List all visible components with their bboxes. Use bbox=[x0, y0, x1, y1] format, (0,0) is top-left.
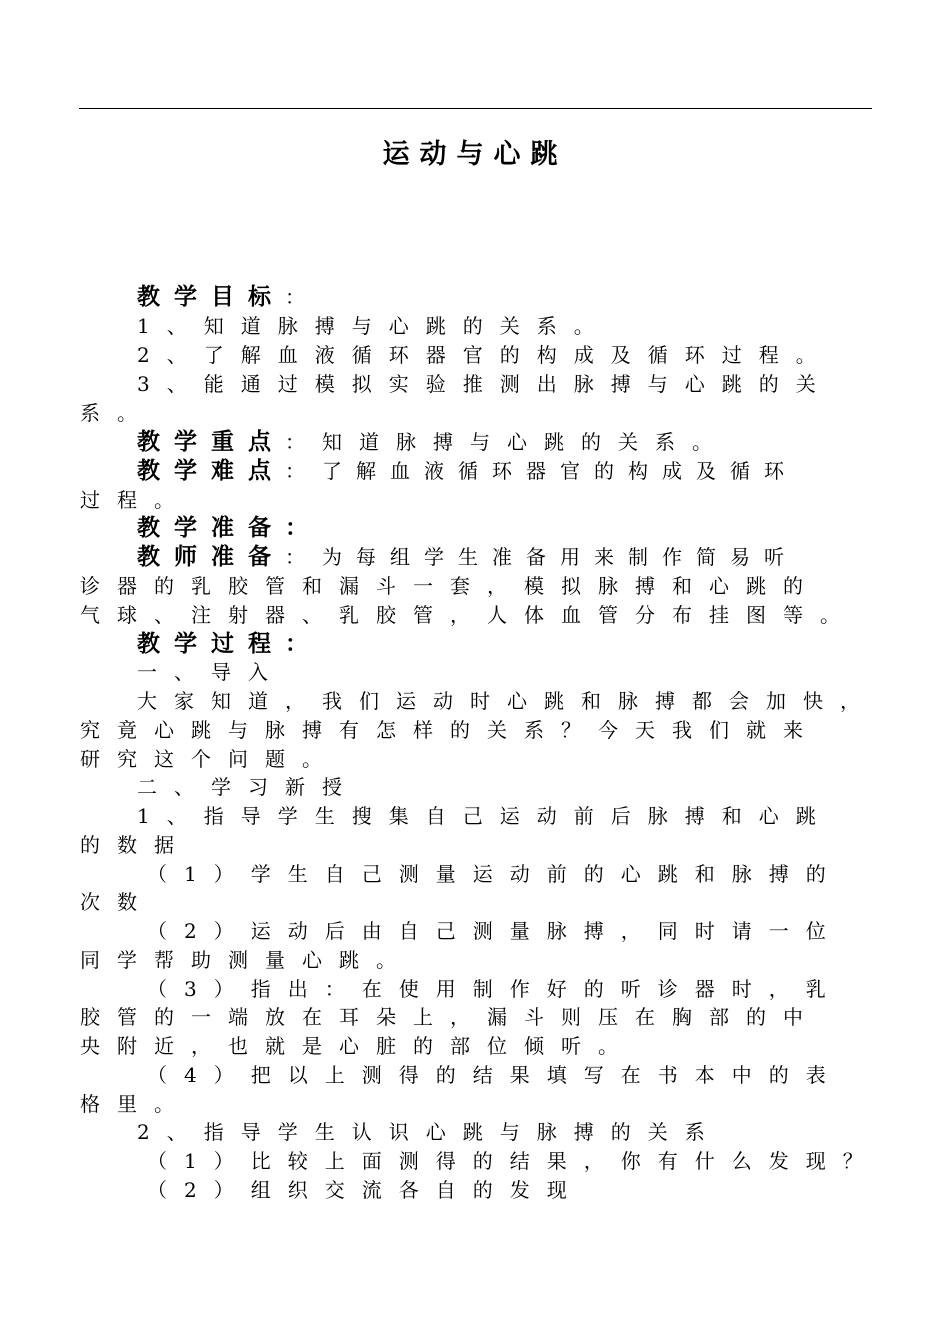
process-line: （1）学生自己测量运动前的心跳和脉搏的 bbox=[147, 862, 843, 886]
objective-2: 2、了解血液循环器官的构成及循环过程。 bbox=[137, 343, 833, 367]
process-line: （2）运动后由自己测量脉搏，同时请一位 bbox=[147, 919, 843, 943]
process-line: 格里。 bbox=[80, 1092, 191, 1116]
preparation-heading: 教学准备： bbox=[137, 515, 322, 541]
difficulty-text: 了解血液循环器官的构成及循环 bbox=[322, 459, 798, 483]
preparation-line bbox=[137, 514, 937, 542]
key-point-colon: ： bbox=[285, 430, 322, 454]
process-heading-line bbox=[137, 630, 937, 658]
difficulty-line bbox=[137, 457, 937, 485]
process-heading: 教学过程： bbox=[137, 631, 322, 657]
process-line: 2、指导学生认识心跳与脉搏的关系 bbox=[137, 1120, 722, 1144]
process-line: 1、指导学生搜集自己运动前后脉搏和心跳 bbox=[137, 804, 833, 828]
objective-3-cont: 系。 bbox=[80, 401, 154, 425]
process-line: 二、学习新授 bbox=[137, 775, 359, 799]
process-line: 究竟心跳与脉搏有怎样的关系？今天我们就来 bbox=[80, 718, 820, 742]
teacher-prep-colon: ： bbox=[285, 545, 322, 569]
difficulty-cont: 过程。 bbox=[80, 488, 191, 512]
process-line: （1）比较上面测得的结果，你有什么发现？ bbox=[147, 1149, 880, 1173]
process-line: 次数 bbox=[80, 890, 154, 914]
process-line: 大家知道，我们运动时心跳和脉搏都会加快， bbox=[137, 689, 877, 713]
objectives-heading-line bbox=[137, 283, 937, 311]
teacher-prep-cont-1: 诊器的乳胶管和漏斗一套，模拟脉搏和心跳的 bbox=[80, 574, 820, 598]
objectives-heading: 教学目标 bbox=[137, 284, 285, 310]
key-point-heading: 教学重点 bbox=[137, 429, 285, 455]
process-line: 的数据 bbox=[80, 833, 191, 857]
process-line: （4）把以上测得的结果填写在书本中的表 bbox=[147, 1063, 843, 1087]
page-title: 运动与心跳 bbox=[382, 139, 568, 170]
teacher-prep-cont-2: 气球、注射器、乳胶管，人体血管分布挂图等。 bbox=[80, 603, 857, 627]
process-line: 一、导入 bbox=[137, 660, 285, 684]
objective-1: 1、知道脉搏与心跳的关系。 bbox=[137, 314, 611, 338]
process-line: 央附近，也就是心脏的部位倾听。 bbox=[80, 1034, 635, 1058]
objective-3: 3、能通过模拟实验推测出脉搏与心跳的关 bbox=[137, 372, 833, 396]
key-point-text: 知道脉搏与心跳的关系。 bbox=[322, 430, 729, 454]
teacher-prep-line bbox=[137, 543, 937, 571]
difficulty-heading: 教学难点 bbox=[137, 458, 285, 484]
teacher-prep-text: 为每组学生准备用来制作简易听 bbox=[322, 545, 798, 569]
process-line: （2）组织交流各自的发现 bbox=[147, 1178, 584, 1202]
process-line: （3）指出：在使用制作好的听诊器时，乳 bbox=[147, 977, 843, 1001]
header-rule bbox=[79, 108, 872, 109]
process-line: 胶管的一端放在耳朵上，漏斗则压在胸部的中 bbox=[80, 1005, 820, 1029]
process-line: 同学帮助测量心跳。 bbox=[80, 948, 413, 972]
key-point-line bbox=[137, 428, 937, 456]
process-line: 研究这个问题。 bbox=[80, 747, 339, 771]
objectives-colon: ： bbox=[285, 285, 322, 309]
difficulty-colon: ： bbox=[285, 459, 322, 483]
teacher-prep-heading: 教师准备 bbox=[137, 544, 285, 570]
